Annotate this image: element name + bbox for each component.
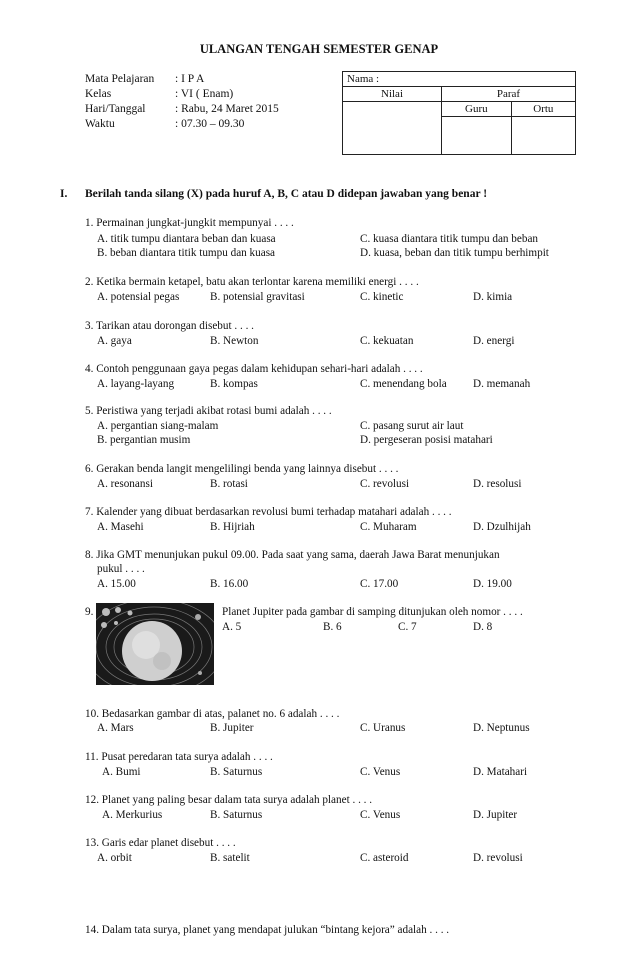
question-10-option-d: D. Neptunus <box>473 722 530 734</box>
question-12-option-a: A. Merkurius <box>102 809 163 821</box>
question-5-stem: 5. Peristiwa yang terjadi akibat rotasi bumi adalah . . . . <box>85 405 332 417</box>
question-13-option-d: D. revolusi <box>473 852 523 864</box>
ortu-cell <box>511 117 575 155</box>
nilai-header: Nilai <box>343 87 442 102</box>
question-11-option-d: D. Matahari <box>473 766 528 778</box>
question-4-option-c: C. menendang bola <box>360 378 447 390</box>
question-6-stem: 6. Gerakan benda langit mengelilingi benda yang lainnya disebut . . . . <box>85 463 399 475</box>
question-3-option-c: C. kekuatan <box>360 335 414 347</box>
ortu-header: Ortu <box>511 102 575 117</box>
question-5-option-b: B. pergantian musim <box>97 434 191 446</box>
value-kelas: : VI ( Enam) <box>175 88 234 100</box>
question-9-option-a: A. 5 <box>222 621 242 633</box>
question-13-option-c: C. asteroid <box>360 852 409 864</box>
question-9-option-b: B. 6 <box>323 621 342 633</box>
paraf-header: Paraf <box>442 87 576 102</box>
question-8-option-d: D. 19.00 <box>473 578 512 590</box>
question-11-option-b: B. Saturnus <box>210 766 263 778</box>
question-2-option-c: C. kinetic <box>360 291 404 303</box>
question-4-option-d: D. memanah <box>473 378 531 390</box>
question-7-option-b: B. Hijriah <box>210 521 255 533</box>
question-4-option-b: B. kompas <box>210 378 258 390</box>
question-3-stem: 3. Tarikan atau dorongan disebut . . . . <box>85 320 254 332</box>
score-box <box>342 71 576 155</box>
solar-system-image <box>96 603 214 685</box>
question-7-option-a: A. Masehi <box>97 521 144 533</box>
question-6-option-c: C. revolusi <box>360 478 410 490</box>
question-8-option-b: B. 16.00 <box>210 578 249 590</box>
question-13-option-a: A. orbit <box>97 852 132 864</box>
exam-title: ULANGAN TENGAH SEMESTER GENAP <box>199 42 439 56</box>
question-11-option-c: C. Venus <box>360 766 401 778</box>
question-11-stem: 11. Pusat peredaran tata surya adalah . . . . <box>85 751 273 763</box>
label-waktu: Waktu <box>85 118 115 130</box>
question-13-option-b: B. satelit <box>210 852 250 864</box>
question-10-stem: 10. Bedasarkan gambar di atas, palanet no. 6 adalah . . . . <box>85 708 340 720</box>
question-2-option-d: D. kimia <box>473 291 513 303</box>
question-2-option-a: A. potensial pegas <box>97 291 180 303</box>
question-6-option-b: B. rotasi <box>210 478 248 490</box>
section-instruction: Berilah tanda silang (X) pada huruf A, B, C atau D didepan jawaban yang benar ! <box>85 188 488 200</box>
question-13-stem: 13. Garis edar planet disebut . . . . <box>85 837 236 849</box>
question-3-option-d: D. energi <box>473 335 515 347</box>
question-9-stem: Planet Jupiter pada gambar di samping ditunjukan oleh nomor . . . . <box>222 606 523 618</box>
question-8-option-c: C. 17.00 <box>360 578 399 590</box>
question-4-stem: 4. Contoh penggunaan gaya pegas dalam kehidupan sehari-hari adalah . . . . <box>85 363 423 375</box>
label-mata-pelajaran: Mata Pelajaran <box>85 73 155 85</box>
guru-cell <box>442 117 512 155</box>
question-5-option-c: C. pasang surut air laut <box>360 420 464 432</box>
question-10-option-b: B. Jupiter <box>210 722 254 734</box>
question-10-option-a: A. Mars <box>97 722 134 734</box>
question-6-option-d: D. resolusi <box>473 478 522 490</box>
question-14-stem: 14. Dalam tata surya, planet yang mendapat julukan “bintang kejora” adalah . . . . <box>85 924 450 936</box>
question-1-option-b: B. beban diantara titik tumpu dan kuasa <box>97 247 276 259</box>
question-1-option-c: C. kuasa diantara titik tumpu dan beban <box>360 233 539 245</box>
question-7-option-c: C. Muharam <box>360 521 417 533</box>
question-7-option-d: D. Dzulhijah <box>473 521 531 533</box>
question-11-option-a: A. Bumi <box>102 766 141 778</box>
question-8-stem-cont: pukul . . . . <box>97 563 145 575</box>
question-7-stem: 7. Kalender yang dibuat berdasarkan revolusi bumi terhadap matahari adalah . . . . <box>85 506 452 518</box>
question-9-option-d: D. 8 <box>473 621 493 633</box>
question-9-number: 9. <box>85 606 94 618</box>
question-9-option-c: C. 7 <box>398 621 417 633</box>
question-8-option-a: A. 15.00 <box>97 578 136 590</box>
question-6-option-a: A. resonansi <box>97 478 153 490</box>
question-12-option-c: C. Venus <box>360 809 401 821</box>
question-2-option-b: B. potensial gravitasi <box>210 291 305 303</box>
question-3-option-b: B. Newton <box>210 335 259 347</box>
question-12-option-b: B. Saturnus <box>210 809 263 821</box>
question-1-stem: 1. Permainan jungkat-jungkit mempunyai . . . . <box>85 217 294 229</box>
value-mata-pelajaran: : I P A <box>175 73 205 85</box>
question-1-option-d: D. kuasa, beban dan titik tumpu berhimpit <box>360 247 549 259</box>
question-5-option-a: A. pergantian siang-malam <box>97 420 219 432</box>
question-12-stem: 12. Planet yang paling besar dalam tata surya adalah planet . . . . <box>85 794 373 806</box>
question-5-option-d: D. pergeseran posisi matahari <box>360 434 493 446</box>
question-4-option-a: A. layang-layang <box>97 378 175 390</box>
nama-field: Nama : <box>343 72 576 87</box>
value-waktu: : 07.30 – 09.30 <box>175 118 245 130</box>
question-1-option-a: A. titik tumpu diantara beban dan kuasa <box>97 233 276 245</box>
question-3-option-a: A. gaya <box>97 335 132 347</box>
question-12-option-d: D. Jupiter <box>473 809 518 821</box>
guru-header: Guru <box>442 102 512 117</box>
question-10-option-c: C. Uranus <box>360 722 406 734</box>
section-number: I. <box>60 188 68 200</box>
nilai-cell <box>343 102 442 155</box>
label-kelas: Kelas <box>85 88 112 100</box>
question-8-stem: 8. Jika GMT menunjukan pukul 09.00. Pada saat yang sama, daerah Jawa Barat menunjukan <box>85 549 500 561</box>
value-hari-tanggal: : Rabu, 24 Maret 2015 <box>175 103 279 115</box>
question-2-stem: 2. Ketika bermain ketapel, batu akan terlontar karena memiliki energi . . . . <box>85 276 419 288</box>
label-hari-tanggal: Hari/Tanggal <box>85 103 146 115</box>
